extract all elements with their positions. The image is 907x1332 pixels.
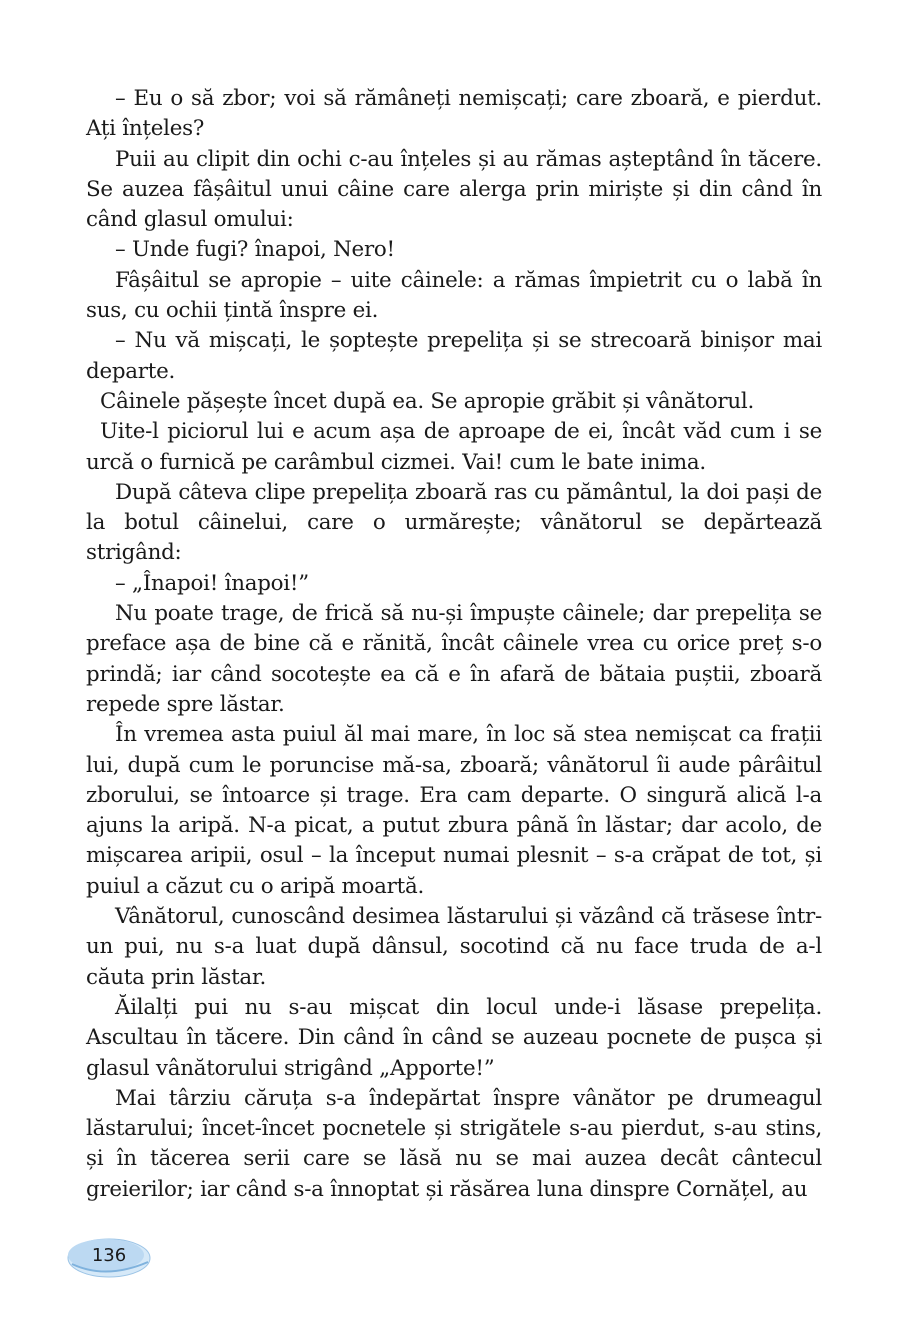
paragraph-3: – Unde fugi? înapoi, Nero! bbox=[115, 237, 395, 263]
paragraph-9: – „Înapoi! înapoi!” bbox=[115, 570, 309, 596]
paragraph-4: Fâșâitul se apropie – uite câinele: a rămas împietrit cu o labă în sus, cu ochii țintă înspre ei. bbox=[86, 267, 822, 324]
paragraph-5: – Nu vă mișcați, le șoptește prepelița și se strecoară binișor mai departe. bbox=[86, 328, 822, 384]
paragraph-12: Vânătorul, cunoscând desimea lăstarului și văzând că trăsese într-un pui, nu s-a luat după dânsul, socotind că nu face truda de a-l căuta prin lăstar. bbox=[86, 904, 822, 990]
paragraph-7: Uite-l piciorul lui e acum așa de aproape de ei, încât văd cum i se urcă o furnică pe carâmbul cizmei. Vai! cum le bate inima. bbox=[86, 419, 822, 475]
page-body bbox=[86, 84, 822, 1205]
page-number-badge bbox=[66, 1236, 152, 1280]
paragraph-8: După câteva clipe prepelița zboară ras cu pământul, la doi pași de la botul câinelui, care o urmărește; vânătorul se depărtează strigând: bbox=[86, 479, 822, 566]
page-number: 136 bbox=[91, 1245, 127, 1266]
paragraph-13: Ăilalți pui nu s-au mișcat din locul unde-i lăsase prepelița. Ascultau în tăcere. Din când în când se auzeau pocnete de pușca și glasul vânătorului strigând „Apporte!” bbox=[86, 994, 822, 1081]
paragraph-14: Mai târziu căruța s-a îndepărtat înspre vânător pe drumeagul lăstarului; încet-încet pocnetele și strigătele s-au pierdut, s-au stins, și în tăcerea serii care se lăsă nu se mai auzea decât cântecul greierilor; iar când s-a înnoptat și răsărea luna dinspre Cornățel, au bbox=[86, 1085, 822, 1202]
paragraph-1: – Eu o să zbor; voi să rămâneți nemișcați; care zboară, e pierdut. Ați înțeles? bbox=[86, 86, 822, 142]
paragraph-6: Câinele pășește încet după ea. Se apropie grăbit și vânătorul. bbox=[100, 388, 755, 414]
paragraph-11: În vremea asta puiul ăl mai mare, în loc să stea nemișcat ca frații lui, după cum le poruncise mă-sa, zboară; vânătorul îi aude pârâitul zborului, se întoarce și trage. Era cam departe. O singură alică l-a ajuns la aripă. N-a picat, a putut zbura până în lăstar; dar acolo, de mișcarea aripii, osul – la început numai plesnit – s-a crăpat de tot, și puiul a căzut cu o aripă moartă. bbox=[86, 722, 822, 899]
paragraph-2: Puii au clipit din ochi c-au înțeles și au rămas așteptând în tăcere. Se auzea fâșâitul unui câine care alerga prin miriște și din când în când glasul omului: bbox=[86, 146, 822, 233]
paragraph-10: Nu poate trage, de frică să nu-și împuște câinele; dar prepelița se preface așa de bine că e rănită, încât câinele vrea cu orice preț s-o prindă; iar când socotește ea că e în afară de bătaia puștii, zboară repede spre lăstar. bbox=[86, 601, 822, 717]
